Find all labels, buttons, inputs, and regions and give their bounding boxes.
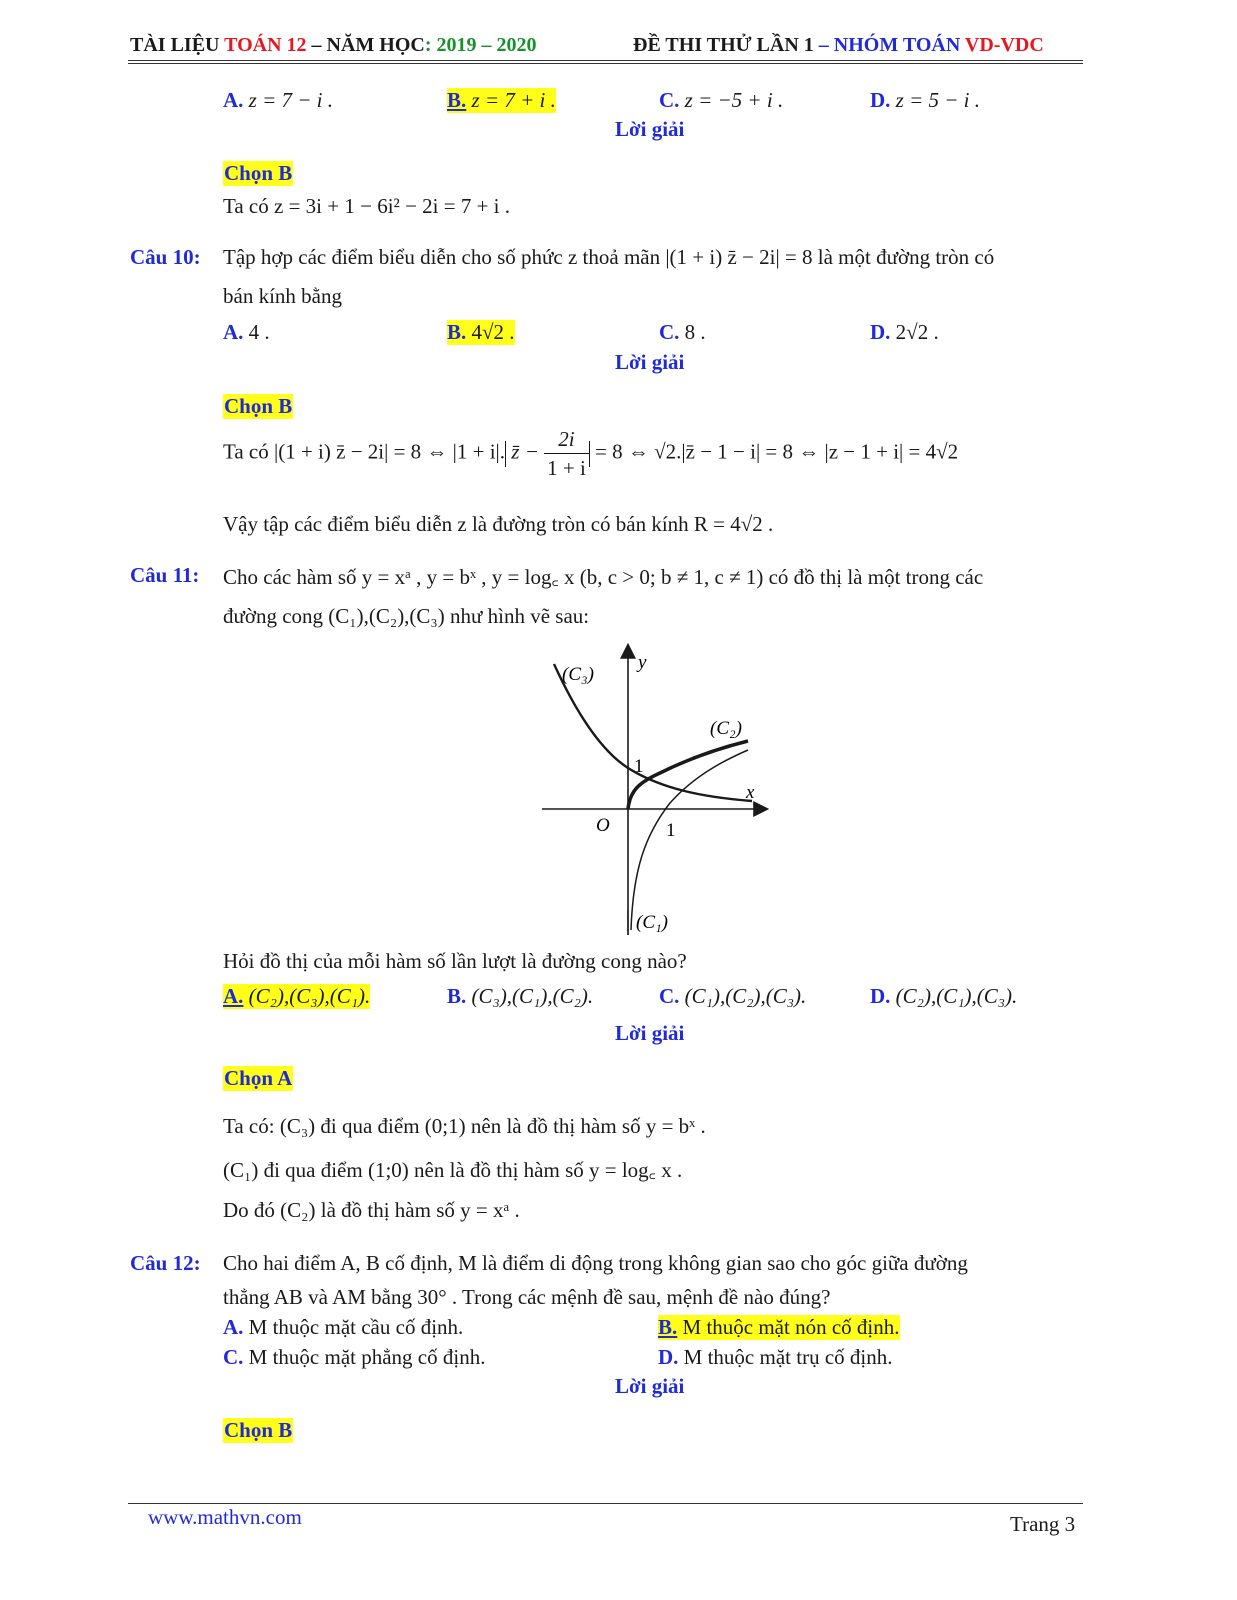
label-c2: (C₂) bbox=[710, 718, 742, 739]
label-y: y bbox=[638, 652, 647, 673]
q11-question: Hỏi đồ thị của mỗi hàm số lần lượt là đường cong nào? bbox=[223, 949, 687, 973]
q12-loigiai: Lời giải bbox=[615, 1374, 685, 1398]
label-c3: (C₃) bbox=[562, 664, 594, 685]
header-right1: ĐỀ THI THỬ LẦN 1 bbox=[633, 34, 814, 56]
q12-option-c: C. M thuộc mặt phẳng cố định. bbox=[223, 1345, 486, 1369]
q11-chon: Chọn A bbox=[224, 1066, 293, 1090]
footer-rule bbox=[128, 1503, 1083, 1504]
q11-option-c: C. (C₁),(C₂),(C₃). bbox=[659, 984, 807, 1008]
q10-solution-2: Vậy tập các điểm biểu diễn z là đường tròn có bán kính R = 4√2 . bbox=[223, 512, 774, 536]
q12-chon: Chọn B bbox=[224, 1418, 293, 1442]
q10-bar-right bbox=[589, 441, 590, 467]
q11-option-b: B. (C₃),(C₁),(C₂). bbox=[447, 984, 594, 1008]
header-part2: TOÁN 12 bbox=[224, 34, 307, 56]
header-part4: : 2019 – 2020 bbox=[424, 34, 537, 56]
q10-text-line2: bán kính bằng bbox=[223, 284, 342, 308]
q10-text-line1: Tập hợp các điểm biểu diễn cho số phức z thoả mãn |(1 + i) z̄ − 2i| = 8 là một đường tròn có bbox=[223, 245, 995, 269]
q10-frac-num: 2i bbox=[544, 425, 589, 454]
q9-option-d: D. z = 5 − i . bbox=[870, 88, 981, 112]
header-right2: – NHÓM TOÁN bbox=[818, 34, 961, 56]
label-origin: O bbox=[596, 815, 610, 836]
header-part1: TÀI LIỆU bbox=[130, 34, 220, 56]
q12-number: Câu 12: bbox=[130, 1251, 201, 1275]
q12-option-d: D. M thuộc mặt trụ cố định. bbox=[658, 1345, 893, 1369]
header-rule-2 bbox=[128, 63, 1083, 64]
q10-option-c: C. 8 . bbox=[659, 320, 706, 344]
q11-number: Câu 11: bbox=[130, 563, 200, 587]
label-one-y: 1 bbox=[634, 756, 644, 777]
q11-option-d: D. (C₂),(C₁),(C₃). bbox=[870, 984, 1018, 1008]
q11-solution-2: (C₁) đi qua điểm (1;0) nên là đồ thị hàm số y = log꜀ x . bbox=[223, 1158, 683, 1182]
q11-loigiai: Lời giải bbox=[615, 1021, 685, 1045]
label-x: x bbox=[746, 782, 755, 803]
header-left bbox=[130, 34, 537, 57]
q12-text-line1: Cho hai điểm A, B cố định, M là điểm di động trong không gian sao cho góc giữa đường bbox=[223, 1251, 968, 1275]
q9-option-a: A. z = 7 − i . bbox=[223, 88, 334, 112]
q11-option-a: A. (C₂),(C₃),(C₁). bbox=[223, 984, 371, 1008]
header-right bbox=[633, 34, 1044, 57]
q10-solution: Ta có |(1 + i) z̄ − 2i| = 8 ⇔ |1 + i|. z̄ − $\frac{2i}{1 + i}$ = 8 ⇔ √2.|z̄ − 1 − i| = 8 ⇔ |z − 1 + i| = 4√2 bbox=[223, 427, 959, 480]
q10-option-d: D. 2√2 . bbox=[870, 320, 939, 344]
footer-website[interactable]: www.mathvn.com bbox=[148, 1505, 302, 1529]
q10-sol-a: |(1 + i) z̄ − 2i| = 8 ⇔ |1 + i|. bbox=[274, 439, 506, 464]
q9-loigiai: Lời giải bbox=[615, 117, 685, 141]
q10-loigiai: Lời giải bbox=[615, 350, 685, 374]
q10-frac-den: 1 + i bbox=[547, 456, 586, 480]
q11-text-line1: Cho các hàm số y = xᵃ , y = bˣ , y = log꜀ x (b, c > 0; b ≠ 1, c ≠ 1) có đồ thị là một trong các bbox=[223, 565, 984, 589]
header-rule bbox=[128, 60, 1083, 61]
q9-option-c: C. z = −5 + i . bbox=[659, 88, 784, 112]
q9-option-b: B. z = 7 + i . bbox=[447, 88, 556, 112]
q10-chon: Chọn B bbox=[224, 394, 293, 418]
q10-sol-prefix: Ta có bbox=[223, 439, 269, 464]
q12-option-b: B. M thuộc mặt nón cố định. bbox=[658, 1315, 900, 1339]
q9-chon: Chọn B bbox=[224, 161, 293, 185]
q10-number: Câu 10: bbox=[130, 245, 201, 269]
q10-option-a: A. 4 . bbox=[223, 320, 270, 344]
q11-graph bbox=[530, 640, 780, 940]
q11-solution-3: Do đó (C₂) là đồ thị hàm số y = xᵃ . bbox=[223, 1198, 520, 1222]
q10-fraction bbox=[544, 425, 589, 482]
header-part3: – NĂM HỌC bbox=[311, 34, 425, 56]
q10-option-b: B. 4√2 . bbox=[447, 320, 515, 344]
q11-solution-1: Ta có: (C₃) đi qua điểm (0;1) nên là đồ thị hàm số y = bˣ . bbox=[223, 1114, 706, 1138]
q12-option-a: A. M thuộc mặt cầu cố định. bbox=[223, 1315, 464, 1339]
q11-text-line2: đường cong (C₁),(C₂),(C₃) như hình vẽ sau: bbox=[223, 604, 590, 628]
q9-solution: Ta có z = 3i + 1 − 6i² − 2i = 7 + i . bbox=[223, 194, 511, 218]
header-right3: VD-VDC bbox=[964, 34, 1044, 56]
footer-page: Trang 3 bbox=[1010, 1512, 1076, 1536]
q10-sol-b: = 8 ⇔ √2.|z̄ − 1 − i| = 8 ⇔ |z − 1 + i| = 4√2 bbox=[595, 439, 959, 464]
q12-text-line2: thẳng AB và AM bằng 30° . Trong các mệnh đề sau, mệnh đề nào đúng? bbox=[223, 1285, 831, 1309]
label-one-x: 1 bbox=[666, 820, 676, 841]
label-c1: (C₁) bbox=[636, 912, 668, 933]
